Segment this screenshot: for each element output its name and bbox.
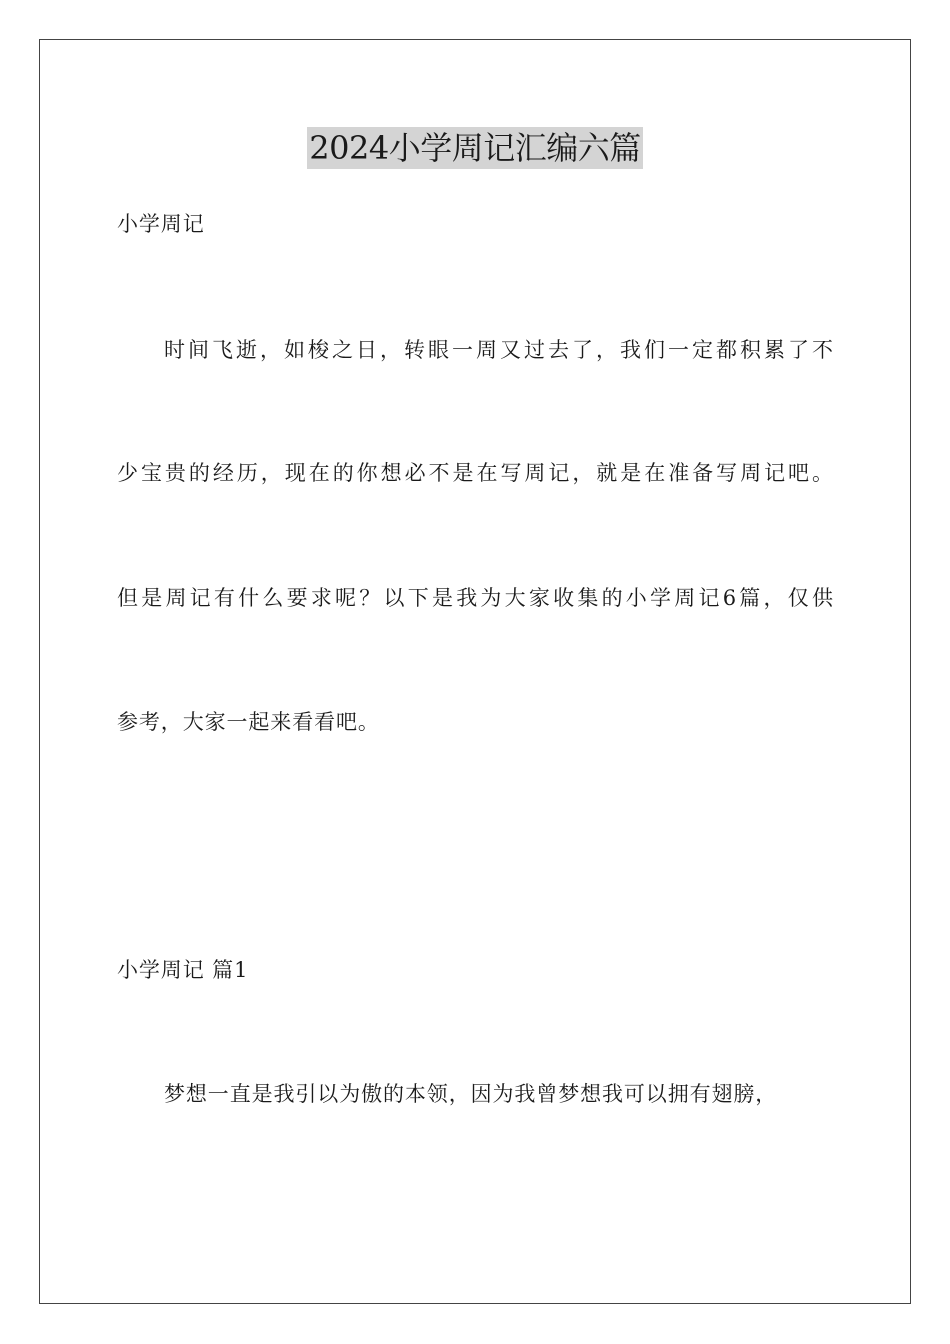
intro-line-2: 少宝贵的经历，现在的你想必不是在写周记，就是在准备写周记吧。 — [117, 461, 833, 485]
title-wrap — [0, 127, 950, 169]
article-line-1: 梦想一直是我引以为傲的本领，因为我曾梦想我可以拥有翅膀， — [164, 1082, 778, 1106]
intro-line-1: 时间飞逝，如梭之日，转眼一周又过去了，我们一定都积累了不 — [164, 338, 833, 362]
intro-line-3: 但是周记有什么要求呢？以下是我为大家收集的小学周记6篇，仅供 — [117, 586, 833, 610]
intro-line-4: 参考，大家一起来看看吧。 — [117, 710, 380, 734]
section-heading: 小学周记 — [117, 212, 205, 236]
article-heading: 小学周记 篇1 — [117, 958, 249, 982]
document-title: 2024小学周记汇编六篇 — [309, 129, 641, 167]
